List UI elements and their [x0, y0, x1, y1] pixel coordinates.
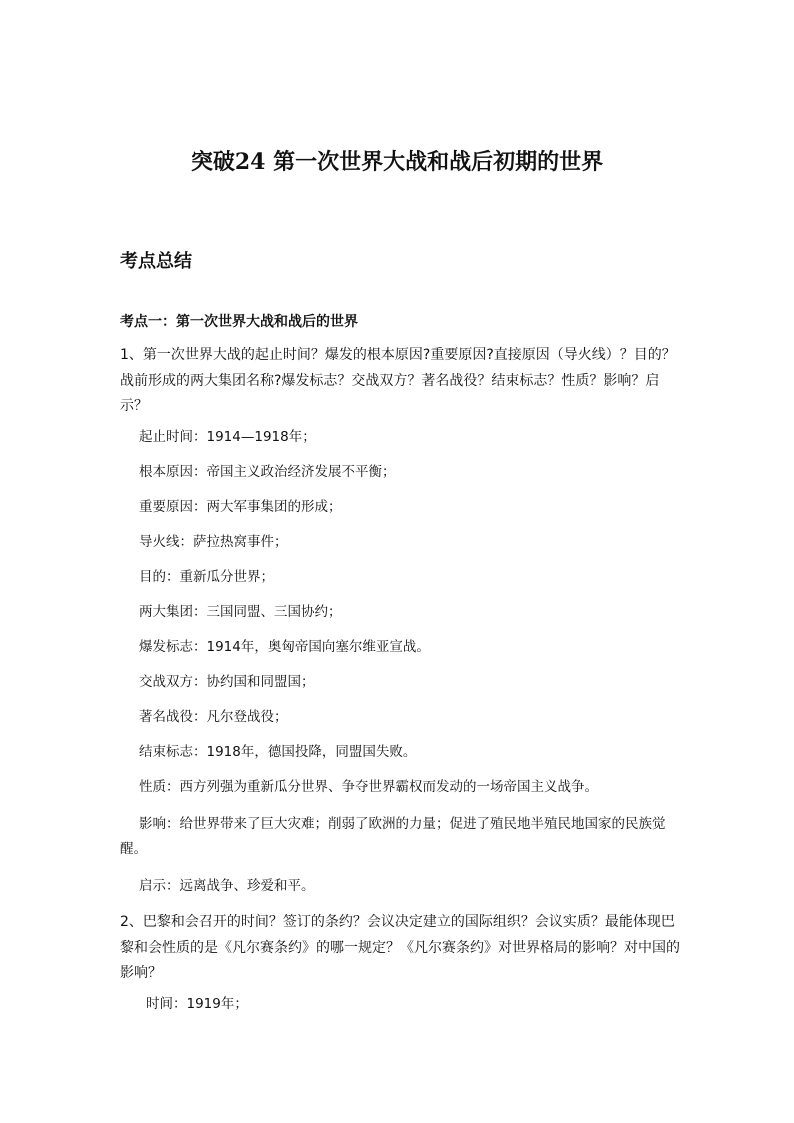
answer-item: 两大集团：三国同盟、三国协约；: [139, 604, 342, 620]
influence-answer: 影响：给世界带来了巨大灾难；削弱了欧洲的力量；促进了殖民地半殖民地国家的民族觉醒。: [120, 816, 666, 857]
answer-item: 根本原因：帝国主义政治经济发展不平衡；: [139, 464, 396, 480]
enlightenment-answer: 启示：远离战争、珍爱和平。: [139, 878, 315, 894]
answer-item: 交战双方：协约国和同盟国；: [139, 674, 315, 690]
document-title: 突破24 第一次世界大战和战后初期的世界: [190, 149, 604, 175]
question-1: 1、第一次世界大战的起止时间？爆发的根本原因?重要原因?直接原因（导火线）？目的？战前形成的两大集团名称?爆发标志？交战双方？著名战役？结束标志？性质？影响？启示？: [120, 347, 676, 414]
topic-heading: 考点一：第一次世界大战和战后的世界: [120, 314, 358, 330]
answer-item: 目的：重新瓜分世界；: [139, 569, 274, 585]
answer-item: 爆发标志：1914年，奥匈帝国向塞尔维亚宣战。: [139, 639, 430, 655]
answer-item: 性质：西方列强为重新瓜分世界、争夺世界霸权而发动的一场帝国主义战争。: [139, 779, 598, 795]
answer-time: 时间：1919年；: [146, 996, 248, 1012]
answer-item: 导火线：萨拉热窝事件；: [139, 534, 288, 550]
answer-item: 起止时间：1914—1918年；: [139, 429, 316, 445]
answer-item: 著名战役：凡尔登战役；: [139, 709, 288, 725]
question-2: 2、巴黎和会召开的时间？签订的条约？会议决定建立的国际组织？会议实质？最能体现巴黎和会性质的是《凡尔赛条约》的哪一规定？《凡尔赛条约》对世界格局的影响？对中国的影响？: [120, 914, 680, 981]
section-heading: 考点总结: [120, 251, 192, 272]
answer-item: 重要原因：两大军事集团的形成；: [139, 499, 342, 515]
answer-item: 结束标志：1918年，德国投降，同盟国失败。: [139, 744, 417, 760]
